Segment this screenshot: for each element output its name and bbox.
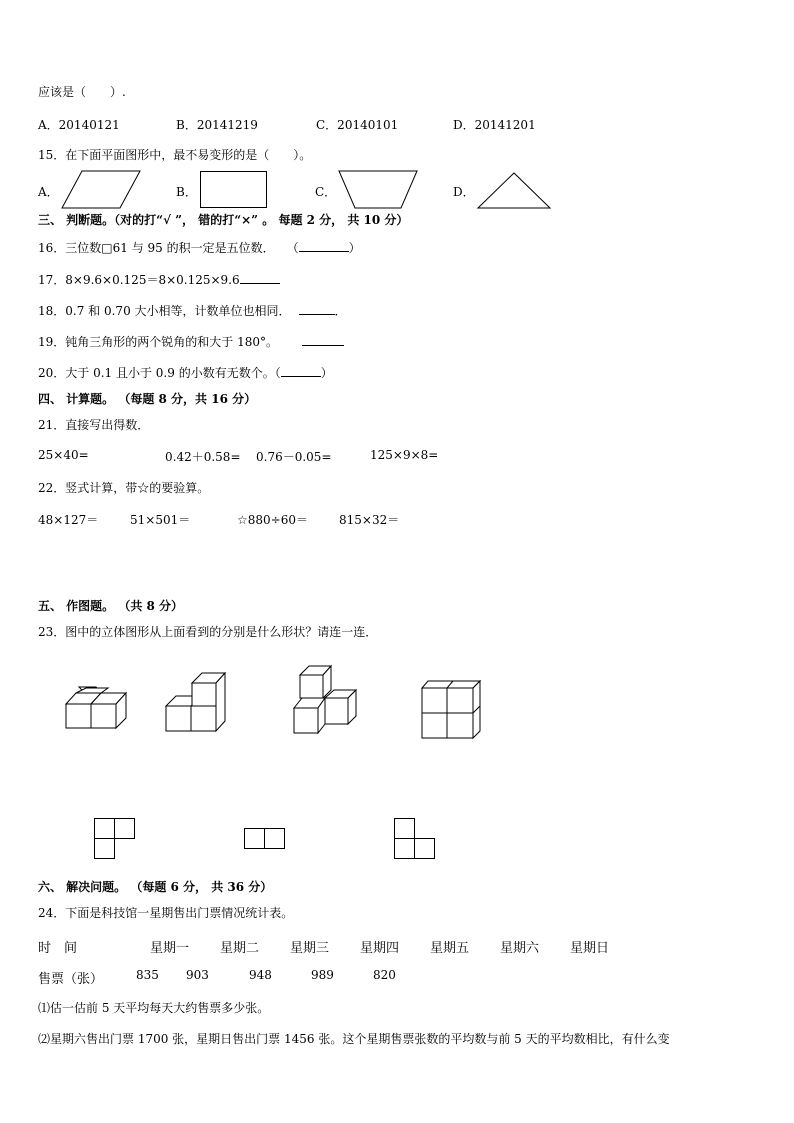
q14-option-b: B．20141219 xyxy=(176,118,258,132)
table-cell: 989 xyxy=(311,968,334,982)
top-view-3 xyxy=(395,819,435,859)
q22-item: 815×32＝ xyxy=(339,513,400,527)
q21-item: 25×40= xyxy=(38,448,89,462)
judge-19-text: 19．钝角三角形的两个锐角的和大于 180°。 xyxy=(38,335,278,349)
judge-18-end: ． xyxy=(334,304,347,318)
top-view-2 xyxy=(245,829,285,849)
q15-label-d: D． xyxy=(453,185,475,199)
q15-label-a: A． xyxy=(38,185,59,199)
section-3-title: 三、 判断题。（对的打“√ ”， 错的打“×” 。 每题 2 分， 共 10 分） xyxy=(38,213,409,227)
section-4-title: 四、 计算题。 （每题 8 分，共 16 分） xyxy=(38,392,257,406)
q21-stem: 21．直接写出得数． xyxy=(38,418,150,432)
solid-figure-2 xyxy=(166,673,225,731)
solid-figure-1 xyxy=(66,687,126,728)
q24-sub2: ⑵星期六售出门票 1700 张，星期日售出门票 1456 张。这个星期售票张数的平均数与前 5 天的平均数相比，有什么变 xyxy=(38,1032,670,1046)
q22-item: 48×127＝ xyxy=(38,513,99,527)
table-header-day: 星期四 xyxy=(360,941,400,956)
table-header-day: 星期日 xyxy=(570,941,610,956)
judge-17-text: 17．8×9.6×0.125＝8×0.125×9.6 xyxy=(38,273,240,287)
q14-tail: 应该是（ ）. xyxy=(38,85,126,99)
table-header-day: 星期五 xyxy=(430,941,470,956)
judge-20-close: ） xyxy=(320,366,333,380)
q24-stem: 24．下面是科技馆一星期售出门票情况统计表。 xyxy=(38,906,294,920)
table-header-label: 时 间 xyxy=(38,941,78,956)
judge-16-text: 16．三位数□61 与 95 的积一定是五位数． （ xyxy=(38,241,299,255)
q14-option-c: C．20140101 xyxy=(316,118,399,132)
solid-figure-4 xyxy=(422,681,480,738)
table-header-day: 星期一 xyxy=(150,941,190,956)
q22-stem: 22．竖式计算，带☆的要验算。 xyxy=(38,481,210,495)
q15-label-c: C． xyxy=(315,185,337,199)
q14-option-a: A．20140121 xyxy=(38,118,120,132)
q21-item: 125×9×8= xyxy=(370,448,439,462)
solid-figure-3 xyxy=(294,666,356,733)
table-header-day: 星期三 xyxy=(290,941,330,956)
q21-item: 0.42＋0.58= xyxy=(165,450,241,464)
table-header-day: 星期六 xyxy=(500,941,540,956)
section-5-title: 五、 作图题。 （共 8 分） xyxy=(38,599,184,613)
q24-sub1: ⑴估一估前 5 天平均每天大约售票多少张。 xyxy=(38,1001,270,1015)
table-cell: 835 xyxy=(136,968,159,982)
table-header-day: 星期二 xyxy=(220,941,260,956)
table-row-label: 售票（张） xyxy=(38,972,104,987)
q23-stem: 23．图中的立体图形从上面看到的分别是什么形状？请连一连． xyxy=(38,625,378,639)
judge-18-text: 18．0.7 和 0.70 大小相等，计数单位也相同． xyxy=(38,304,291,318)
top-view-1 xyxy=(95,819,135,859)
q14-option-d: D．20141201 xyxy=(453,118,536,132)
table-cell: 903 xyxy=(186,968,209,982)
table-cell: 948 xyxy=(249,968,272,982)
section-6-title: 六、 解决问题。 （每题 6 分， 共 36 分） xyxy=(38,880,273,894)
judge-16-close: ） xyxy=(348,241,361,255)
table-cell: 820 xyxy=(373,968,396,982)
q22-item: 51×501＝ xyxy=(130,513,191,527)
q15-stem: 15．在下面平面图形中，最不易变形的是（ ）。 xyxy=(38,148,312,162)
q21-item: 0.76－0.05= xyxy=(256,450,332,464)
judge-20-text: 20．大于 0.1 且小于 0.9 的小数有无数个。（ xyxy=(38,366,281,380)
q22-item: ☆880÷60＝ xyxy=(237,513,308,527)
q15-label-b: B． xyxy=(176,185,197,199)
